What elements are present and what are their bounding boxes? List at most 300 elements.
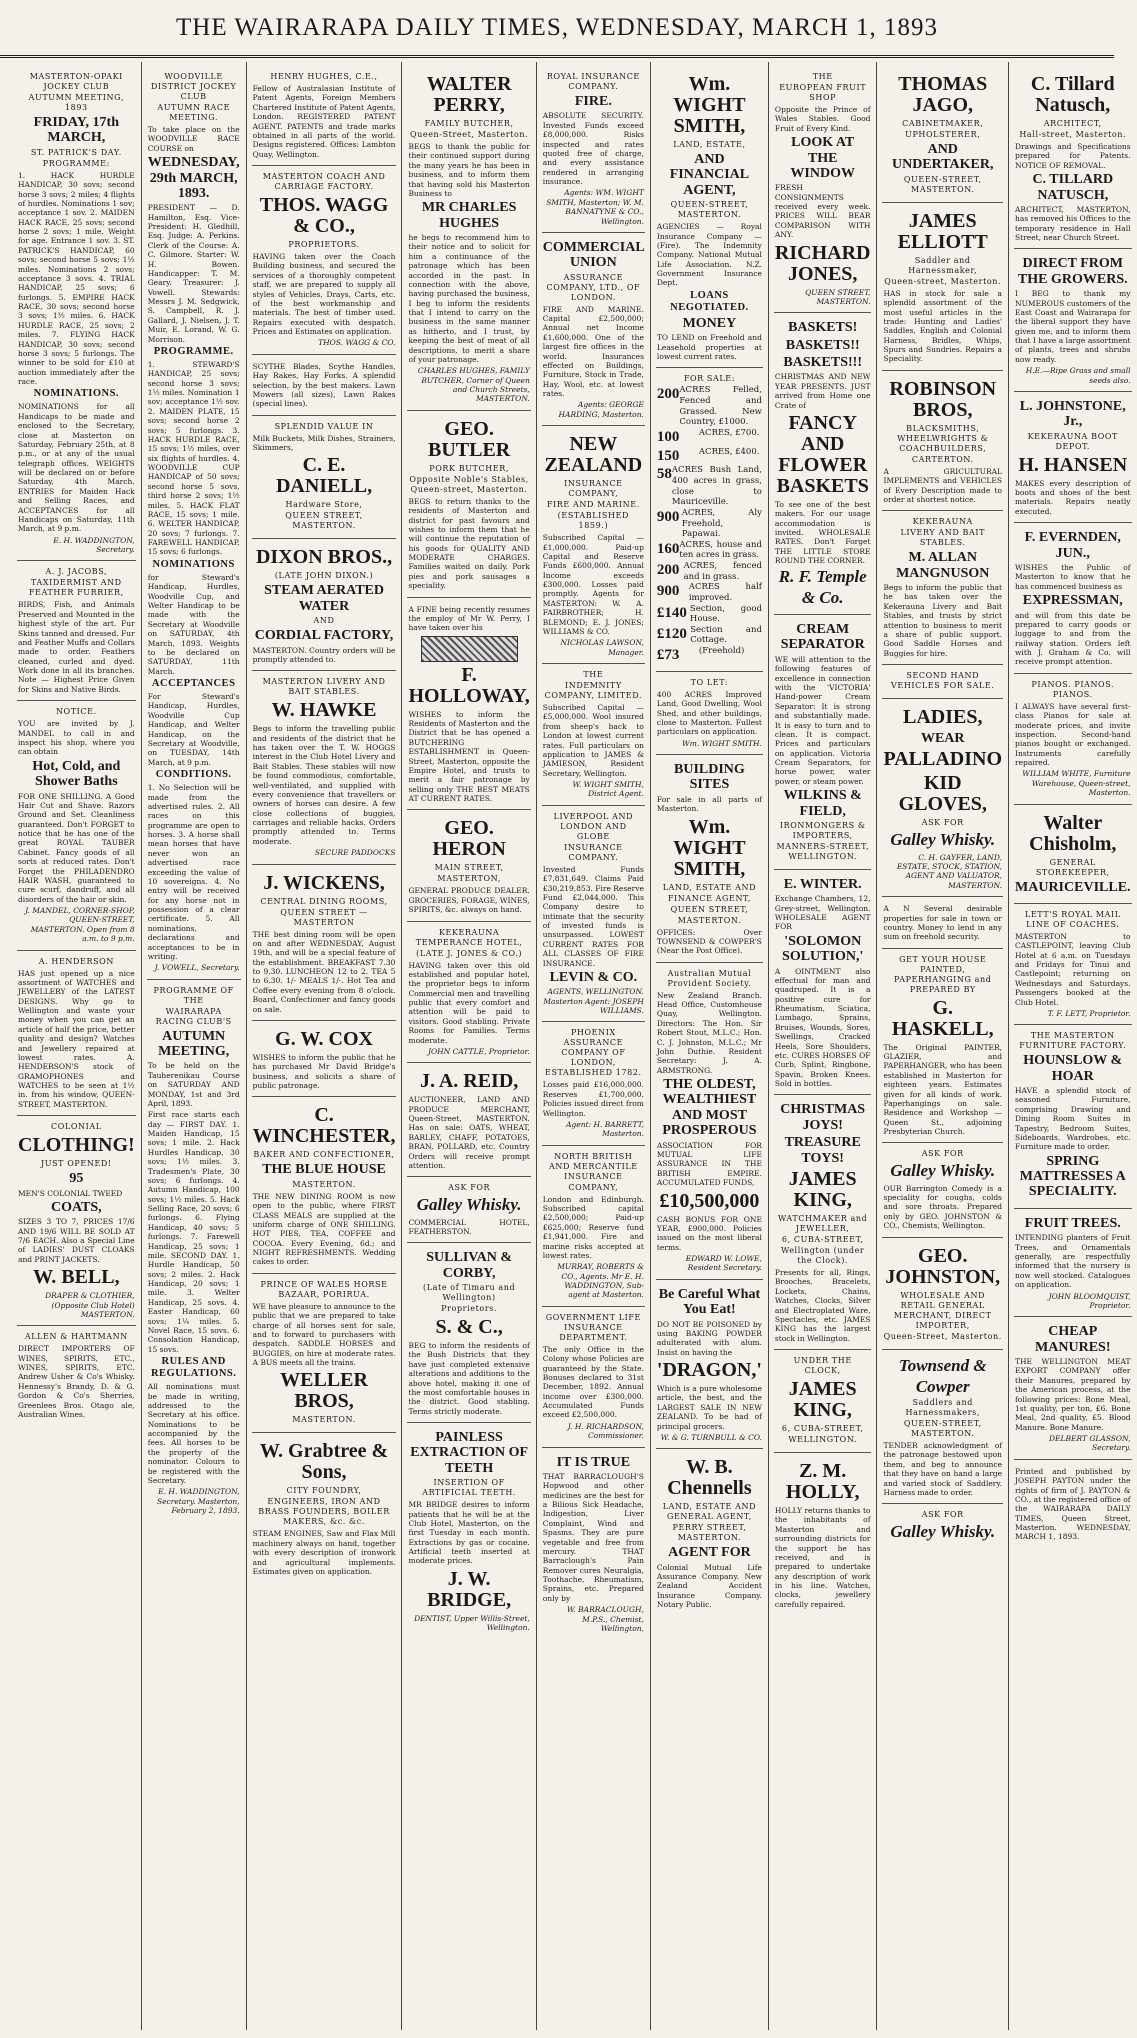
ad-heading: A. HENDERSON (38, 956, 114, 966)
price-row (657, 582, 762, 603)
ad-heading: THE (583, 670, 604, 680)
advertisement (882, 66, 1003, 203)
ad-body-text: Invested Funds £7,831,649. Claims Paid £30,219,853. Fire Reserve Fund £2,044,000. This Company desire to intimate that the security of invested funds is unsurpassed. LOWEST CURRENT RATES FOR ALL CLASSES OF FIRE INSURANCE. (542, 864, 644, 968)
advertisement (542, 66, 645, 233)
ad-heading: AUTUMN RACE MEETING. (157, 103, 231, 122)
ad-heading: GOVERNMENT LIFE INSURANCE DEPARTMENT. (545, 1312, 641, 1342)
ad-headline: MONEY (682, 315, 737, 331)
advertisement (147, 66, 241, 980)
ad-headline: WEDNESDAY, 29th MARCH, 1893. (147, 155, 240, 201)
ad-heading: FAMILY BUTCHER, (424, 119, 514, 128)
ad-headline: W. BELL, (33, 1266, 120, 1289)
ad-body-text: STEAM ENGINES, Saw and Flax Mill machinery always on hand, together with every description of ironwork and agricultural implements. Estimates given on application. (252, 1529, 396, 1576)
ad-heading: MASTERTON-OPAKI JOCKEY CLUB (29, 72, 123, 91)
ad-heading: KEKERAUNA BOOT DEPOT. (1027, 431, 1118, 451)
ad-body-text: To see one of the best makers. For our usage accommodation is invited. WHOLESALE RATES. Don't Forget THE LITTLE STORE ROUND THE CORNER. (774, 499, 871, 566)
advertisement (656, 963, 763, 1280)
ad-heading: PROGRAMME OF THE (153, 985, 234, 1005)
advertisement (407, 411, 530, 598)
ad-headline: RICHARD JONES, (774, 241, 871, 285)
ad-body-text: Begs to inform the public that he has taken over the Kekerauna Livery and Bait Stables, and trusts by strict attention to business to merit a share of public support. Good Saddle Horses and Buggies for hire. (883, 583, 1003, 658)
ad-headline: W. B. Chennells (667, 1456, 752, 1500)
ad-body-text: London and Edinburgh. Subscribed capital £2,500,000; Paid-up £625,000; Reserve fund £1,941,000. Fire and marine risks accepted at lowest rates. (542, 1194, 644, 1260)
ad-signature: Agents: WM. WIGHT SMITH, Masterton; W. M. BANNATYNE & CO., Wellington. (546, 188, 644, 226)
ad-signature: CHARLES HUGHES, FAMILY BUTCHER, Corner of Queen and Church Streets, MASTERTON. (417, 366, 530, 404)
ad-heading: INSERTION OF ARTIFICIAL TEETH. (422, 1478, 517, 1498)
column-6 (651, 62, 769, 2030)
ad-heading: MAIN STREET, (434, 863, 504, 873)
ad-heading: COLONIAL (51, 1122, 102, 1132)
ad-headline: R. F. Temple & Co. (778, 566, 867, 607)
ad-heading: PHOENIX ASSURANCE COMPANY OF LONDON, ESTABLISHED 1782. (545, 1028, 642, 1078)
advertisement (1014, 1209, 1132, 1317)
ad-headline: C. Tillard Natusch, (1030, 73, 1115, 116)
advertisement (882, 1350, 1003, 1505)
ad-heading: GET YOUR HOUSE PAINTED, PAPERHANGING and PREPARED BY (893, 954, 992, 994)
ad-heading: (LATE J. JONES & CO.) (416, 948, 523, 958)
ad-body-text: New Zealand Branch. Head Office, Customhouse Quay, Wellington. Directors: The Hon. Sir Robert Stout, M.L.C.; Hon. C. J. Johnston, M.L.C.; Mr John Duthie. Resident Secretary: J. A. ARMSTRONG. (656, 990, 762, 1075)
ad-heading: CENTRAL DINING ROOMS, (260, 896, 388, 906)
advertisement (542, 1307, 645, 1448)
advertisement (407, 1243, 530, 1423)
ad-headline: CORDIAL FACTORY, (254, 628, 394, 644)
price-description: ACRES, Aly Freehold, Papawai. (681, 507, 762, 540)
advertisement (542, 1022, 645, 1145)
ad-body-text: MASTERTON. Country orders will be promptly attended to. (252, 645, 396, 664)
ad-headline: AUTUMN MEETING, (158, 1028, 230, 1060)
ad-body-text: Which is a pure wholesome article, the best, and the LARGEST SALE IN NEW ZEALAND. To be had of principal grocers. (656, 1384, 762, 1431)
ad-heading: WOODVILLE DISTRICT JOCKEY CLUB (150, 72, 237, 101)
advertisement (656, 672, 763, 755)
ad-heading: Australian Mutual Provident Society. (667, 968, 752, 988)
ad-body-text: Colonial Mutual Life Assurance Company. New Zealand Accident Insurance Company. Notary Public. (656, 1562, 762, 1610)
column-5 (537, 62, 651, 2030)
price-row (657, 465, 762, 508)
ad-headline: W. HAWKE (271, 699, 377, 722)
ad-subheading: CONDITIONS. (155, 769, 232, 781)
column-8 (877, 62, 1009, 2030)
advertisement (1014, 805, 1132, 904)
ad-heading: HENRY HUGHES, C.E., (270, 72, 378, 81)
ad-heading: THE MASTERTON FURNITURE FACTORY. (1019, 1031, 1127, 1051)
ad-headline: Hot, Cold, and Shower Baths (32, 758, 121, 790)
advertisement (542, 233, 645, 426)
advertisement (252, 1021, 397, 1098)
advertisement (252, 539, 397, 671)
ad-heading: AUTUMN MEETING, 1893 (28, 93, 125, 112)
ad-headline: ROBINSON BROS, (889, 377, 997, 421)
advertisement (252, 865, 397, 1021)
advertisement (656, 755, 763, 963)
price-description: Section and Cottage. (690, 624, 762, 646)
advertisement (882, 949, 1003, 1144)
ad-heading: Hardware Store, (285, 500, 363, 510)
price-figure: 100 (656, 428, 680, 445)
ad-heading: PORK BUTCHER, (429, 463, 509, 473)
ad-heading: ST. PATRICK'S DAY. (30, 147, 122, 157)
advertisement (252, 355, 397, 416)
ad-headline: £10,500,000 (659, 1189, 760, 1212)
ad-body-text: DIRECT IMPORTERS OF WINES, SPIRITS, ETC., WINES, SPIRITS, ETC. Andrew Usher & Co's Whisky. Hennessy's Brandy, D. & G. Gordon & Co's Sherries, Greenlees Bros. Otago ale, Australian Wines. (18, 1344, 135, 1419)
ad-body-text: TO LEND on Freehold and Leasehold properties at lowest current rates. (656, 333, 762, 362)
advertisement (774, 1350, 872, 1453)
ad-heading: FINANCE AGENT, (667, 893, 751, 903)
ad-headline: AND UNDERTAKER, (891, 142, 994, 173)
ad-heading: ROYAL INSURANCE COMPANY. (546, 72, 640, 91)
ad-body-text: SCYTHE Blades, Scythe Handles, Hay Rakes, Hay Forks. A splendid selection, by the best makers. Lawn Mowers (all sizes), Lawn Rakes (special lines). (252, 361, 396, 409)
ad-heading: JUST OPENED! (40, 1159, 112, 1169)
ad-body-text: THE WELLINGTON MEAT EXPORT COMPANY offer their Manures, prepared by the American process, at the following prices: Bone Meal, 1st quality, per ton, £6. Bone Meal, 2nd quality, £5. Blood Manure. Bone Manure. (1015, 1357, 1131, 1432)
ad-body-text: YOU are invited by J. MANDEL to call in and inspect his shop, where you can obtain (18, 719, 135, 757)
ad-body-text: I ALWAYS have several first-class Pianos for sale at moderate prices, and invite inspection. Second-hand pianos bought or exchanged. Instruments carefully repaired. (1015, 701, 1131, 768)
price-description: ACRES Bush Land, 400 acres in grass, close to Mauriceville. (671, 465, 762, 508)
ad-heading: Proprietors. (441, 1304, 498, 1314)
ad-subheading: NOMINATIONS. (33, 388, 120, 400)
ad-headline: 95 (69, 1171, 84, 1187)
ad-body-text: WE will attention to the following features of excellence in connection with the 'VICTORIA' Hand-power Cream Separator: It is strong and substantially made. It is easy to turn and to clean. It is compact. Prices and particulars on application. Victoria Cream Separators, for horse power, water power, or steam power. (774, 654, 871, 786)
ad-heading: QUEEN STREET, (670, 904, 749, 914)
price-figure: 900 (656, 508, 680, 525)
ad-signature: AGENTS, WELLINGTON. Masterton Agent: JOSEPH WILLIAMS. (543, 987, 644, 1016)
ad-body-text: I BEG to thank my NUMEROUS customers of the East Coast and Wairarapa for the liberal support they have given me, and to inform them that I have a large assortment of plants, trees and shrubs now ready. (1015, 289, 1131, 364)
advertisement (17, 561, 136, 701)
ad-heading: WATCHMAKER and JEWELLER, (778, 1214, 868, 1234)
ad-headline: JAMES KING, (788, 1168, 857, 1212)
ad-body-text: ARCHITECT, MASTERTON, has removed his Offices to the temporary residence in Hall Street, near Church Street. (1015, 204, 1131, 243)
ad-headline: 'DRAGON,' (656, 1359, 762, 1382)
ad-heading: KEKERAUNA (912, 517, 973, 527)
ad-signature: DENTIST, Upper Willis-Street, Wellington. (414, 1613, 530, 1633)
ad-body-text: 400 ACRES Improved Land, Good Dwelling, Wool Shed, and other buildings, close to Masterton. Fullest particulars on application. (656, 689, 762, 737)
ad-body-text: Begs to inform the travelling public and residents of the district that he has taken over the T. W. HOGGS interest in the Club Hotel Livery and Bait Stables. These stables will now be found commodious, comfortable, well-ventilated, and supplied with every convenience that travellers or owners of horses can desire. A few close collections of buggies, carriages and reliable hacks. Orders promptly attended to. Terms moderate. (252, 724, 396, 846)
ad-heading: PIANOS. PIANOS. PIANOS. (1031, 679, 1115, 699)
advertisement (407, 810, 530, 921)
ad-heading: MASTERTON LIVERY AND BAIT STABLES. (262, 677, 386, 697)
ad-headline: LEVIN & CO. (549, 969, 638, 985)
ad-heading: Saddlers and Harnessmakers, (905, 1398, 980, 1418)
ad-heading: NOTICE. (55, 707, 97, 717)
ad-headline: GEO. JOHNSTON, (885, 1244, 1001, 1288)
advertisement (1014, 674, 1132, 805)
ad-headline: GEO. BUTLER (428, 417, 511, 461)
ad-headline: C. WINCHESTER, (252, 1104, 396, 1148)
ad-body-text: Exchange Chambers, 12, Grey-street, Wellington. WHOLESALE AGENT FOR (774, 894, 871, 932)
ad-body-text: BEGS to return thanks to the residents of Masterton and district for past favours and wishes to inform them that he will continue the reputation of his goods for QUALITY AND MODERATE CHARGES. Families waited on daily. Pork pies and pork sausages a speciality. (408, 496, 530, 591)
price-description: Section, good House. (689, 603, 762, 625)
price-description: (Freehold) (698, 646, 745, 657)
ad-signature: Wm. WIGHT SMITH. (682, 738, 762, 748)
ad-heading: LETT'S ROYAL MAIL LINE OF COACHES. (1024, 909, 1121, 929)
advertisement (882, 1504, 1003, 1548)
ad-body-text: All nominations must be made in writing, addressed to the Secretary at his office. Nominations to be accompanied by the fees. All horses to be the property of the nominator. Colours to be registered with the Secretary. (147, 1382, 240, 1485)
ad-body-text: OUR Barrington Comedy is a speciality for coughs, colds and sore throats. Prepared only by GEO. JOHNSTON & CO., Chemists, Wellington. (883, 1183, 1003, 1231)
ad-headline: BASKETS!!! (783, 355, 862, 371)
ad-body-text: Drawings and Specifications prepared for Patents. NOTICE OF REMOVAL. (1015, 142, 1131, 170)
ad-headline: AND FINANCIAL AGENT, (669, 152, 750, 198)
ad-headline: SULLIVAN & CORBY, (426, 1250, 512, 1281)
ad-body-text: A FINE being recently resumes the employ of Mr W. Perry, I have taken over his (408, 604, 530, 633)
price-description: ACRES, fenced and in grass. (683, 561, 762, 582)
price-figure: 900 (656, 583, 680, 600)
ad-body-text: CASH BONUS FOR ONE YEAR, £900,000. Policies issued on the most liberal terms. (656, 1214, 762, 1252)
advertisement (1014, 904, 1132, 1025)
ad-body-text: HAVE a splendid stock of seasoned Furniture, comprising Drawing and Dining Room Suites in Tapestry, Bedroom Suites, Sideboards, Wardrobes, etc. Furniture made to order. (1015, 1086, 1131, 1152)
ad-heading: FIRE AND MARINE. (546, 500, 640, 510)
ad-heading: WAIRARAPA RACING CLUB'S (155, 1006, 232, 1026)
advertisement (656, 1449, 763, 1615)
ad-heading: WHOLESALE AND RETAIL GENERAL MERCHANT, DIRECT IMPORTER, (893, 1290, 992, 1330)
ad-body-text: HAVING taken over the Coach Building business, and secured the services of a thoroughly competent staff, we are prepared to supply all styles of Vehicles, Drays, Carts, etc. of the best workmanship and materials. The best of timber used. Repairs executed with despatch. Prices and Estimates on application. (252, 252, 396, 336)
ad-body-text: NOMINATIONS for all Handicaps to be made and enclosed to the Secretary, close at Masterton on Saturday, February 25th, at 8 p.m., or at any of the usual telegraph offices. WEIGHTS will be declared on or before Saturday, 4th March. ENTRIES for Maiden Hack and Selling Races, and ACCEPTANCES for all Handicaps on Saturday, 11th March, at 9 p.m. (18, 402, 135, 534)
ad-headline: 'SOLOMON SOLUTION,' (782, 933, 864, 965)
advertisement (774, 1095, 872, 1350)
ad-headline: Galley Whisky. (416, 1195, 522, 1215)
ad-signature: T. F. LETT, Proprietor. (1047, 1008, 1131, 1018)
ad-signature: Agent: H. BARRETT, Masterton. (566, 1119, 644, 1139)
ad-body-text: For Steward's Handicap, Hurdles, Woodville Cup Handicap, and Welter Handicap, on the Secretary at Woodville, on TUESDAY, 14th March, at 9 p.m. (147, 692, 240, 767)
ad-heading: LIVERPOOL AND LONDON AND GLOBE (553, 811, 634, 841)
ad-headline: THE OLDEST, WEALTHIEST AND MOST PROSPEROUS (662, 1077, 757, 1139)
ad-headline: Z. M. HOLLY, (785, 1460, 860, 1504)
advertisement (407, 1423, 530, 1639)
ad-heading: A. J. JACOBS, (45, 567, 108, 577)
price-figure: £73 (656, 647, 680, 664)
ad-heading: PROPRIETORS. (288, 240, 360, 249)
ad-headline: AGENT FOR (668, 1545, 751, 1561)
ad-headline: BUILDING SITES (674, 762, 745, 793)
ad-headline: WELLER BROS, (280, 1369, 368, 1413)
ad-heading: NORTH BRITISH AND MERCANTILE INSURANCE (548, 1151, 638, 1181)
advertisement (1014, 1317, 1132, 1460)
advertisement (252, 671, 397, 864)
advertisement (882, 203, 1003, 371)
ad-signature: THOS. WAGG & CO. (318, 338, 396, 348)
price-row (657, 625, 762, 646)
ad-headline: CREAM SEPARATOR (780, 622, 865, 653)
ad-headline: J. A. REID, (419, 1070, 519, 1093)
ad-headline: L. JOHNSTONE, Jr., (1019, 398, 1126, 430)
ad-headline: G. HASKELL, (891, 996, 994, 1040)
ad-headline: C. E. DANIELL, (275, 454, 373, 498)
ad-heading: LAND, ESTATE AND (662, 882, 757, 892)
ad-subheading: RULES AND REGULATIONS. (150, 1356, 237, 1380)
ad-body-text: THE best dining room will be open on and after WEDNESDAY, August 19th, and will be a special feature of the establishment. BREAKFAST 7.30 to 9.30. LUNCHEON 12 to 2. TEA 5 to 6.30. 1/- MEALS 1/-. Hot Tea and Coffee every evening from 8 o'clock. Board, Confectioner and fancy goods on sale. (252, 929, 396, 1014)
ad-body-text: AGENCIES — Royal Insurance Company — (Fire). The Indemnity Company. National Mutual Life Association. N.Z. Government Insurance Dept. (656, 222, 762, 288)
ad-body-text: Presents for all, Rings, Brooches, Bracelets, Lockets, Chains, Watches, Clocks, Silver and Electroplated Ware, Spectacles, etc. JAMES KING has the largest stock in Wellington. (774, 1268, 871, 1343)
ad-headline: E. WINTER. (783, 876, 862, 892)
advertisement (774, 313, 872, 615)
ad-heading: UPHOLSTERER, (905, 130, 981, 139)
advertisement (252, 166, 397, 355)
ad-body-text: 1. HACK HURDLE HANDICAP, 30 sovs; second horse 3 sovs; 2 miles; 4 flights of hurdles. Nominations 1 sov; acceptance 1 sov. 2. MAIDEN HACK RACE, 25 sovs; second horse 2 sovs; 1 mile. Weight for age. Entrance 1 sov. 3. ST. PATRICK'S HANDICAP, 60 sovs; second horse 5 sovs; 1½ miles. Nominations 2 sovs; acceptance 3 sovs. 4. TRIAL HANDICAP, 25 sovs; 6 furlongs. 5. EMPIRE HACK RACE, 30 sovs; second horse 3 sovs; 1½ miles. 6. HACK HURDLE RACE, 25 sovs; 2 miles. 7. FLYING HACK HANDICAP, 30 sovs; second horse 3 sovs; 5 furlongs. The winner to be sold for £10 at auction immediately after the race. (18, 170, 135, 387)
ad-heading: MASTERTON COACH AND CARRIAGE FACTORY. (262, 172, 386, 191)
ad-signature: C. H. GAYFER, LAND, ESTATE, STOCK, STATION, AGENT AND VALUATOR, MASTERTON. (896, 852, 1003, 890)
price-figure: £120 (656, 625, 687, 642)
ad-signature: E. H. WADDINGTON, Secretary. (53, 535, 135, 555)
ad-headline: IT IS TRUE (556, 1454, 631, 1470)
advertisement (17, 66, 136, 561)
ad-body-text: THAT BARRACLOUGH'S Hopwood and other medicines are the best for a Bilious Sick Headache, Indigestion, Liver Complaint, Wind and Spasms. They are pure vegetable and free from mercury. THAT Barraclough's Pain Remover cures Neuralgia, Toothache, Rheumatism, Sprains, etc. Prepared only by (542, 1471, 644, 1603)
ad-heading: PROGRAMME: (42, 158, 110, 168)
ad-body-text: PRESIDENT — D. Hamilton, Esq. Vice-President: H. Gledhill, Esq. Judge: A. Perkins. Clerk of the Course: A. C. Gilmore. Starter: W. H. Bowen. Handicapper: T. M. Geary. Treasurer: J. Vowell. Stewards: Messrs J. M. Sedgwick, S. Campbell, R. J. Gallard, J. Nielsen, J. T. Muir, E. Lorand, W. G. Morrison. (147, 203, 240, 344)
advertisement (656, 1280, 763, 1450)
ad-signature: J. H. RICHARDSON, Commissioner. (567, 1421, 644, 1441)
ad-heading: MANNERS-STREET, WELLINGTON. (776, 841, 869, 861)
ad-headline: J. WICKENS, (263, 871, 385, 894)
price-row (657, 646, 762, 665)
price-description: ACRES half improved. (688, 582, 762, 603)
ad-body-text: for Steward's Handicap, Hurdles, Woodville Cup, and Welter Handicap to be made with the Secretary at Woodville on SATURDAY, 4th March, 1893. Weights to be declared on SATURDAY, 11th March. (147, 572, 240, 676)
ad-body-text: WISHES to inform the public that he has purchased Mr David Bridge's business, and solicits a share of public patronage. (252, 1052, 396, 1091)
ad-headline: NEW ZEALAND (544, 433, 643, 477)
ad-headline: Galley Whisky. (890, 1161, 996, 1181)
ad-body-text: WISHES to inform the Residents of Masterton and the District that he has opened a BUTCHERING ESTABLISHMENT in Queen-Street, Masterton, opposite the Empire Hotel, and trusts to merit a fair patronage by selling only THE BEST MEATS AT CURRENT RATES. (408, 709, 530, 804)
ad-heading: CABINETMAKER, (902, 119, 984, 128)
ad-heading: Queen-Street, Masterton. (883, 1331, 1002, 1341)
ad-headline: Walter Chisholm, (1029, 811, 1117, 855)
ad-body-text: BEG to inform the residents of the Bush Districts that they have just completed extensive alterations and additions to the above hotel, making it one of the most comfortable houses in the district. Good stabling. Terms strictly moderate. (408, 1341, 530, 1416)
ad-body-text: AUCTIONEER, LAND AND PRODUCE MERCHANT, Queen-Street, MASTERTON. Has on sale: OATS, WHEAT, BARLEY, CHAFF, POTATOES, BRAN, POLLARD, etc. Country Orders will receive prompt attention. (408, 1095, 530, 1170)
ad-headline: J. W. BRIDGE, (427, 1567, 512, 1611)
advertisement (17, 951, 136, 1117)
advertisement (17, 1326, 136, 1425)
ad-heading: 6, CUBA-STREET, (781, 1424, 864, 1434)
ad-body-text: and will from this date be prepared to carry goods or luggage to and from the railway station. Orders left with J. Graham & Co. will receive prompt attention. (1015, 610, 1131, 667)
ad-heading: BAKER AND CONFECTIONER, (253, 1150, 395, 1160)
ad-headline: PAINLESS EXTRACTION OF TEETH (410, 1430, 529, 1476)
ad-body-text: HOLLY returns thanks to the inhabitants of Masterton and surrounding districts for the support he has received, and is prepared to undertake any description of work in his line. Watches, clocks, jewellery carefully repaired. (774, 1506, 871, 1609)
advertisement (17, 1116, 136, 1326)
advertisement (542, 664, 645, 806)
ad-headline: W. Grabtree & Sons, (259, 1440, 389, 1484)
ad-heading: Hall-street, Masterton. (1019, 130, 1127, 139)
price-figure: £140 (656, 604, 687, 621)
ad-heading: LIVERY AND BAIT STABLES. (900, 528, 986, 548)
column-7 (769, 62, 878, 2030)
ad-heading: ALLEN & HARTMANN (24, 1332, 128, 1342)
ad-headline: JAMES KING, (788, 1378, 857, 1422)
advertisement (774, 870, 872, 1096)
ad-headline: SPRING MATTRESSES A SPECIALITY. (1019, 1153, 1126, 1200)
ad-body-text: THE NEW DINING ROOM is now open to the public, where FIRST CLASS MEALS are supplied at the uniform charge of ONE SHILLING. HOT PIES, TEA, COFFEE and COCOA. Every Evening, 6d.; and NIGHT REFRESHMENTS. Wedding cakes to order. (252, 1191, 396, 1267)
ad-body-text: TENDER acknowledgment of the patronage bestowed upon them, and beg to announce that they have on hand a large and varied stock of Saddlery. Harness made to order. (883, 1441, 1003, 1497)
ad-headline: THE BLUE HOUSE (262, 1162, 386, 1178)
ad-headline: Galley Whisky. (890, 830, 996, 850)
newspaper-title: THE WAIRARAPA DAILY TIMES, WEDNESDAY, MARCH 1, 1893 (176, 14, 938, 41)
ad-heading: MASTERTON. (292, 1415, 356, 1425)
ad-headline: GEO. HERON (432, 817, 506, 861)
ad-body-text: Subscribed Capital — £1,000,000. Paid-up Capital and Reserve Funds £600,000. Annual Income exceeds £300,000. Losses paid promptly. Agents for MASTERTON: W. A. FAIRBROTHER; H. BLEMOND; E. J. JONES; WILLIAMS & CO. (542, 533, 644, 636)
advertisement (542, 426, 645, 664)
ad-heading: ASK FOR (921, 1149, 964, 1159)
ad-headline: FIRE. (574, 94, 612, 109)
ad-body-text: For sale in all parts of Masterton. (656, 794, 762, 814)
masthead (0, 0, 1114, 58)
ad-signature: EDWARD W. LOWE, Resident Secretary. (685, 1254, 762, 1273)
ad-heading: ASK FOR (448, 1183, 491, 1193)
ad-body-text: DO NOT BE POISONED by using BAKING POWDER adulterated with alum. Insist on having the (656, 1319, 762, 1357)
advertisement (774, 1453, 872, 1615)
ad-heading: EUROPEAN FRUIT SHOP (779, 83, 867, 102)
ad-headline: FANCY AND FLOWER BASKETS (776, 411, 869, 497)
ad-heading: LAND, ESTATE, (673, 140, 746, 149)
ad-subheading: NOMINATIONS (152, 558, 235, 570)
column-2 (142, 62, 247, 2030)
ad-headline: CHRISTMAS JOYS! (780, 1102, 866, 1133)
ad-subheading: LOANS NEGOTIATED. (670, 289, 749, 313)
ad-heading: AND (313, 616, 335, 626)
ad-body-text: BEGS to thank the public for their continued support during the many years he has been in business, and to inform them that having sold his Masterton Business to (408, 142, 530, 198)
ad-heading: GENERAL STOREKEEPER, (1035, 857, 1110, 877)
ad-signature: MURRAY, ROBERTS & CO., Agents. Mr E. H. WADDINGTON, Sub-agent at Masterton. (557, 1262, 644, 1300)
advertisement (882, 1238, 1003, 1350)
ad-heading: Opposite Noble's Stables, Queen-street, Masterton. (409, 474, 529, 494)
ad-headline: FRUIT TREES. (1024, 1215, 1121, 1231)
ad-headline: LOOK AT THE WINDOW (790, 135, 855, 181)
ad-headline: Be Careful What You Eat! (658, 1286, 761, 1318)
ad-heading: QUEEN-STREET, MASTERTON. (903, 174, 982, 194)
ad-heading: (Late of Timaru and Wellington) (423, 1283, 516, 1303)
price-row (657, 561, 762, 582)
ad-body-text: HAS just opened up a nice assortment of WATCHES and JEWELLERY of the LATEST DESIGNS. Why go to Wellington and waste your money when you can get an article of half the price, better quality and design? Watches and Jewellery repaired at lowest rates. A. HENDERSON'S stock of GRAMOPHONES and WATCHES to be seen at 1½ in. from his window, QUEEN-STREET, MASTERTON. (18, 968, 135, 1109)
ad-body-text: FOR ONE SHILLING. A Good Hair Cut and Shave. Razors Ground and Set. Cleanliness guaranteed. Don't FORGET to notice that he has one of the great ROYAL TAUBER Cabinet. Fancy goods of all sorts at reduced rates. Don't Forget the PHILADENDRO HAIR WASH, guaranteed to cure scurf, dandruff, and all disorders of the hair or skin. (18, 791, 135, 904)
ad-signature: JOHN BLOOMQUIST, Proprietor. (1048, 1291, 1131, 1310)
advertisement (1014, 392, 1132, 523)
ad-signature: W. & G. TURNBULL & CO. (660, 1432, 762, 1442)
advertisement (774, 66, 872, 313)
ad-headline: THOS. WAGG & CO., (259, 194, 389, 237)
advertisement (656, 66, 763, 368)
ad-headline: LADIES, (903, 706, 983, 729)
ad-heading: MASTERTON. (292, 1179, 356, 1189)
price-description: ACRES, house and ten acres in grass. (679, 539, 762, 561)
ad-headline: CLOTHING! (18, 1134, 135, 1157)
ad-headline: G. W. COX (275, 1027, 373, 1050)
column-4 (402, 62, 536, 2030)
ad-body-text: 1. No Selection will be made from the advertised rules. 2. All races on this programme are open to horses. 3. A horse shall mean horses that have never won an advertised race exceeding the value of 10 sovereigns. 4. No entry will be received for any horse not in possession of a clear certificate. 5. All nominations, declarations and acceptances to be in writing. (147, 783, 240, 961)
advertisement (407, 1177, 530, 1243)
ad-body-text: The Original PAINTER, GLAZIER, and PAPERHANGER, who has been established in Masterton for eighteen years. Estimates given for all kinds of work. Paperhangings on sale. Residence and Workshop — Queen St., adjoining Presbyterian Church. (883, 1042, 1003, 1137)
advertisement (407, 1063, 530, 1177)
ad-heading: TAXIDERMIST AND FEATHER FURRIER, (28, 578, 124, 598)
ad-heading: MASTERTON, (437, 874, 501, 884)
ad-heading: INSURANCE COMPANY. (564, 842, 623, 862)
price-figure: 200 (656, 562, 680, 579)
ad-body-text: Subscribed Capital — £5,000,000. Wool insured from sheep's back to London at lowest current rates. Full particulars on application to JAMES & JAMIESON, Resident Secretary, Wellington. (542, 703, 644, 778)
ad-heading: COMPANY, (568, 1182, 619, 1192)
ad-heading: MASTERTON. (677, 915, 742, 925)
advertisement (1014, 249, 1132, 392)
advertisement (1014, 66, 1132, 249)
advertisement (882, 897, 1003, 949)
ad-headline: WILKINS & FIELD, (783, 788, 862, 819)
ad-signature: H.E.—Ripe Grass and small seeds also. (1025, 366, 1131, 385)
ad-signature: J. MANDEL, CORNER-SHOP, QUEEN-STREET, MASTERTON. Open from 8 a.m. to 9 p.m. (25, 906, 135, 944)
price-description: ACRES, £400. (698, 446, 760, 457)
ad-headline: HOUNSLOW & HOAR (1023, 1053, 1123, 1084)
ad-body-text: BIRDS, Fish, and Animals Preserved and Mounted in the highest style of the art. Fur Skins tanned and dressed. Fur and Feather Muffs and Collars made to order. Feathers cleaned, curled and dyed. Work done in all its branches. Note — Highest Price Given for Skins and Native Birds. (18, 600, 135, 694)
ad-heading: CARTERTON. (911, 454, 974, 464)
ad-body-text: OFFICES: Over TOWNSEND & COWPER'S (Near the Post Office). (656, 927, 762, 956)
advertisement (1014, 1025, 1132, 1209)
ad-heading: Wellington (under the Clock). (781, 1246, 865, 1266)
advertisement (882, 371, 1003, 512)
ad-subheading: PROGRAMME. (153, 345, 234, 357)
ad-body-text: ASSOCIATION FOR MUTUAL LIFE ASSURANCE IN THE BRITISH EMPIRE. ACCUMULATED FUNDS, (656, 1140, 762, 1188)
ad-body-text: COMMERCIAL HOTEL, FEATHERSTON. (408, 1217, 530, 1236)
price-description: ACRES Felled, Fenced and Grassed. New Country, £1000. (679, 385, 762, 428)
ad-body-text: INTENDING planters of Fruit Trees, and Ornamentals generally, are respectfully informed that the nursery is now well stocked. Catalogues on application. (1015, 1233, 1131, 1290)
